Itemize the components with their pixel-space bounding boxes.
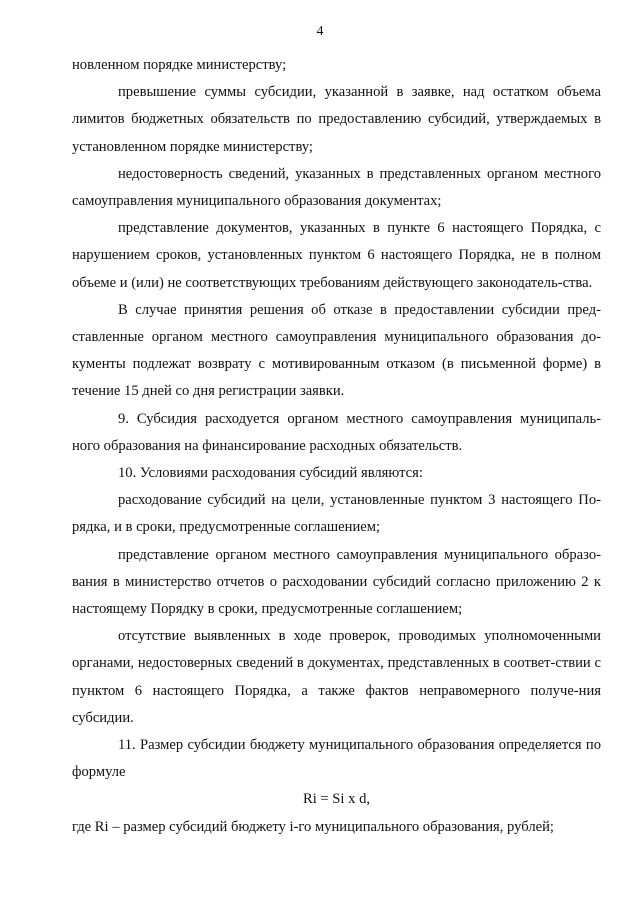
paragraph: расходование субсидий на цели, установленные пунктом 3 настоящего По-рядка, и в сроки, предусмотренные соглашением; — [72, 492, 601, 536]
paragraph: представление органом местного самоуправления муниципального образо-вания в министерство отчетов о расходовании субсидий согласно приложению 2 к настоящему Порядку в сроки, предусмотренные соглашением; — [72, 546, 601, 618]
paragraph: 9. Субсидия расходуется органом местного самоуправления муниципаль-ного образования на финансирование расходных обязательств. — [72, 410, 601, 454]
paragraph: В случае принятия решения об отказе в предоставлении субсидии пред-ставленные органом местного самоуправления муниципального образования до-кументы подлежат возврату с мотивированным отказом (в письменной форме) в течение 15 дней со дня регистрации заявки. — [72, 301, 601, 400]
paragraph: отсутствие выявленных в ходе проверок, проводимых уполномоченными органами, недостоверных сведений в документах, представленных в соответ-ствии с пунктом 6 настоящего Порядка, а также фактов неправомерного получе-ния субсидии. — [72, 628, 601, 726]
paragraph: 10. Условиями расходования субсидий являются: — [118, 465, 423, 482]
paragraph: превышение суммы субсидии, указанной в заявке, над остатком объема лимитов бюджетных обязательств по предоставлению субсидий, утверждаемых в установленном порядке министерству; — [72, 84, 601, 155]
formula: Ri = Si x d, — [302, 791, 371, 808]
paragraph: новленном порядке министерству; — [72, 57, 287, 73]
paragraph: недостоверность сведений, указанных в представленных органом местного самоуправления муниципального образования документах; — [72, 165, 601, 210]
paragraph: 11. Размер субсидии бюджету муниципального образования определяется по формуле — [72, 737, 601, 781]
paragraph: где Ri – размер субсидий бюджету i-го муниципального образования, рублей; — [72, 818, 554, 835]
paragraph: представление документов, указанных в пункте 6 настоящего Порядка, с нарушением сроков, установленных пунктом 6 настоящего Порядка, не в полном объеме и (или) не соответствующих требованиям действующего законодатель-ства. — [72, 220, 601, 291]
document-body — [72, 52, 601, 841]
page-number: 4 — [316, 24, 324, 39]
